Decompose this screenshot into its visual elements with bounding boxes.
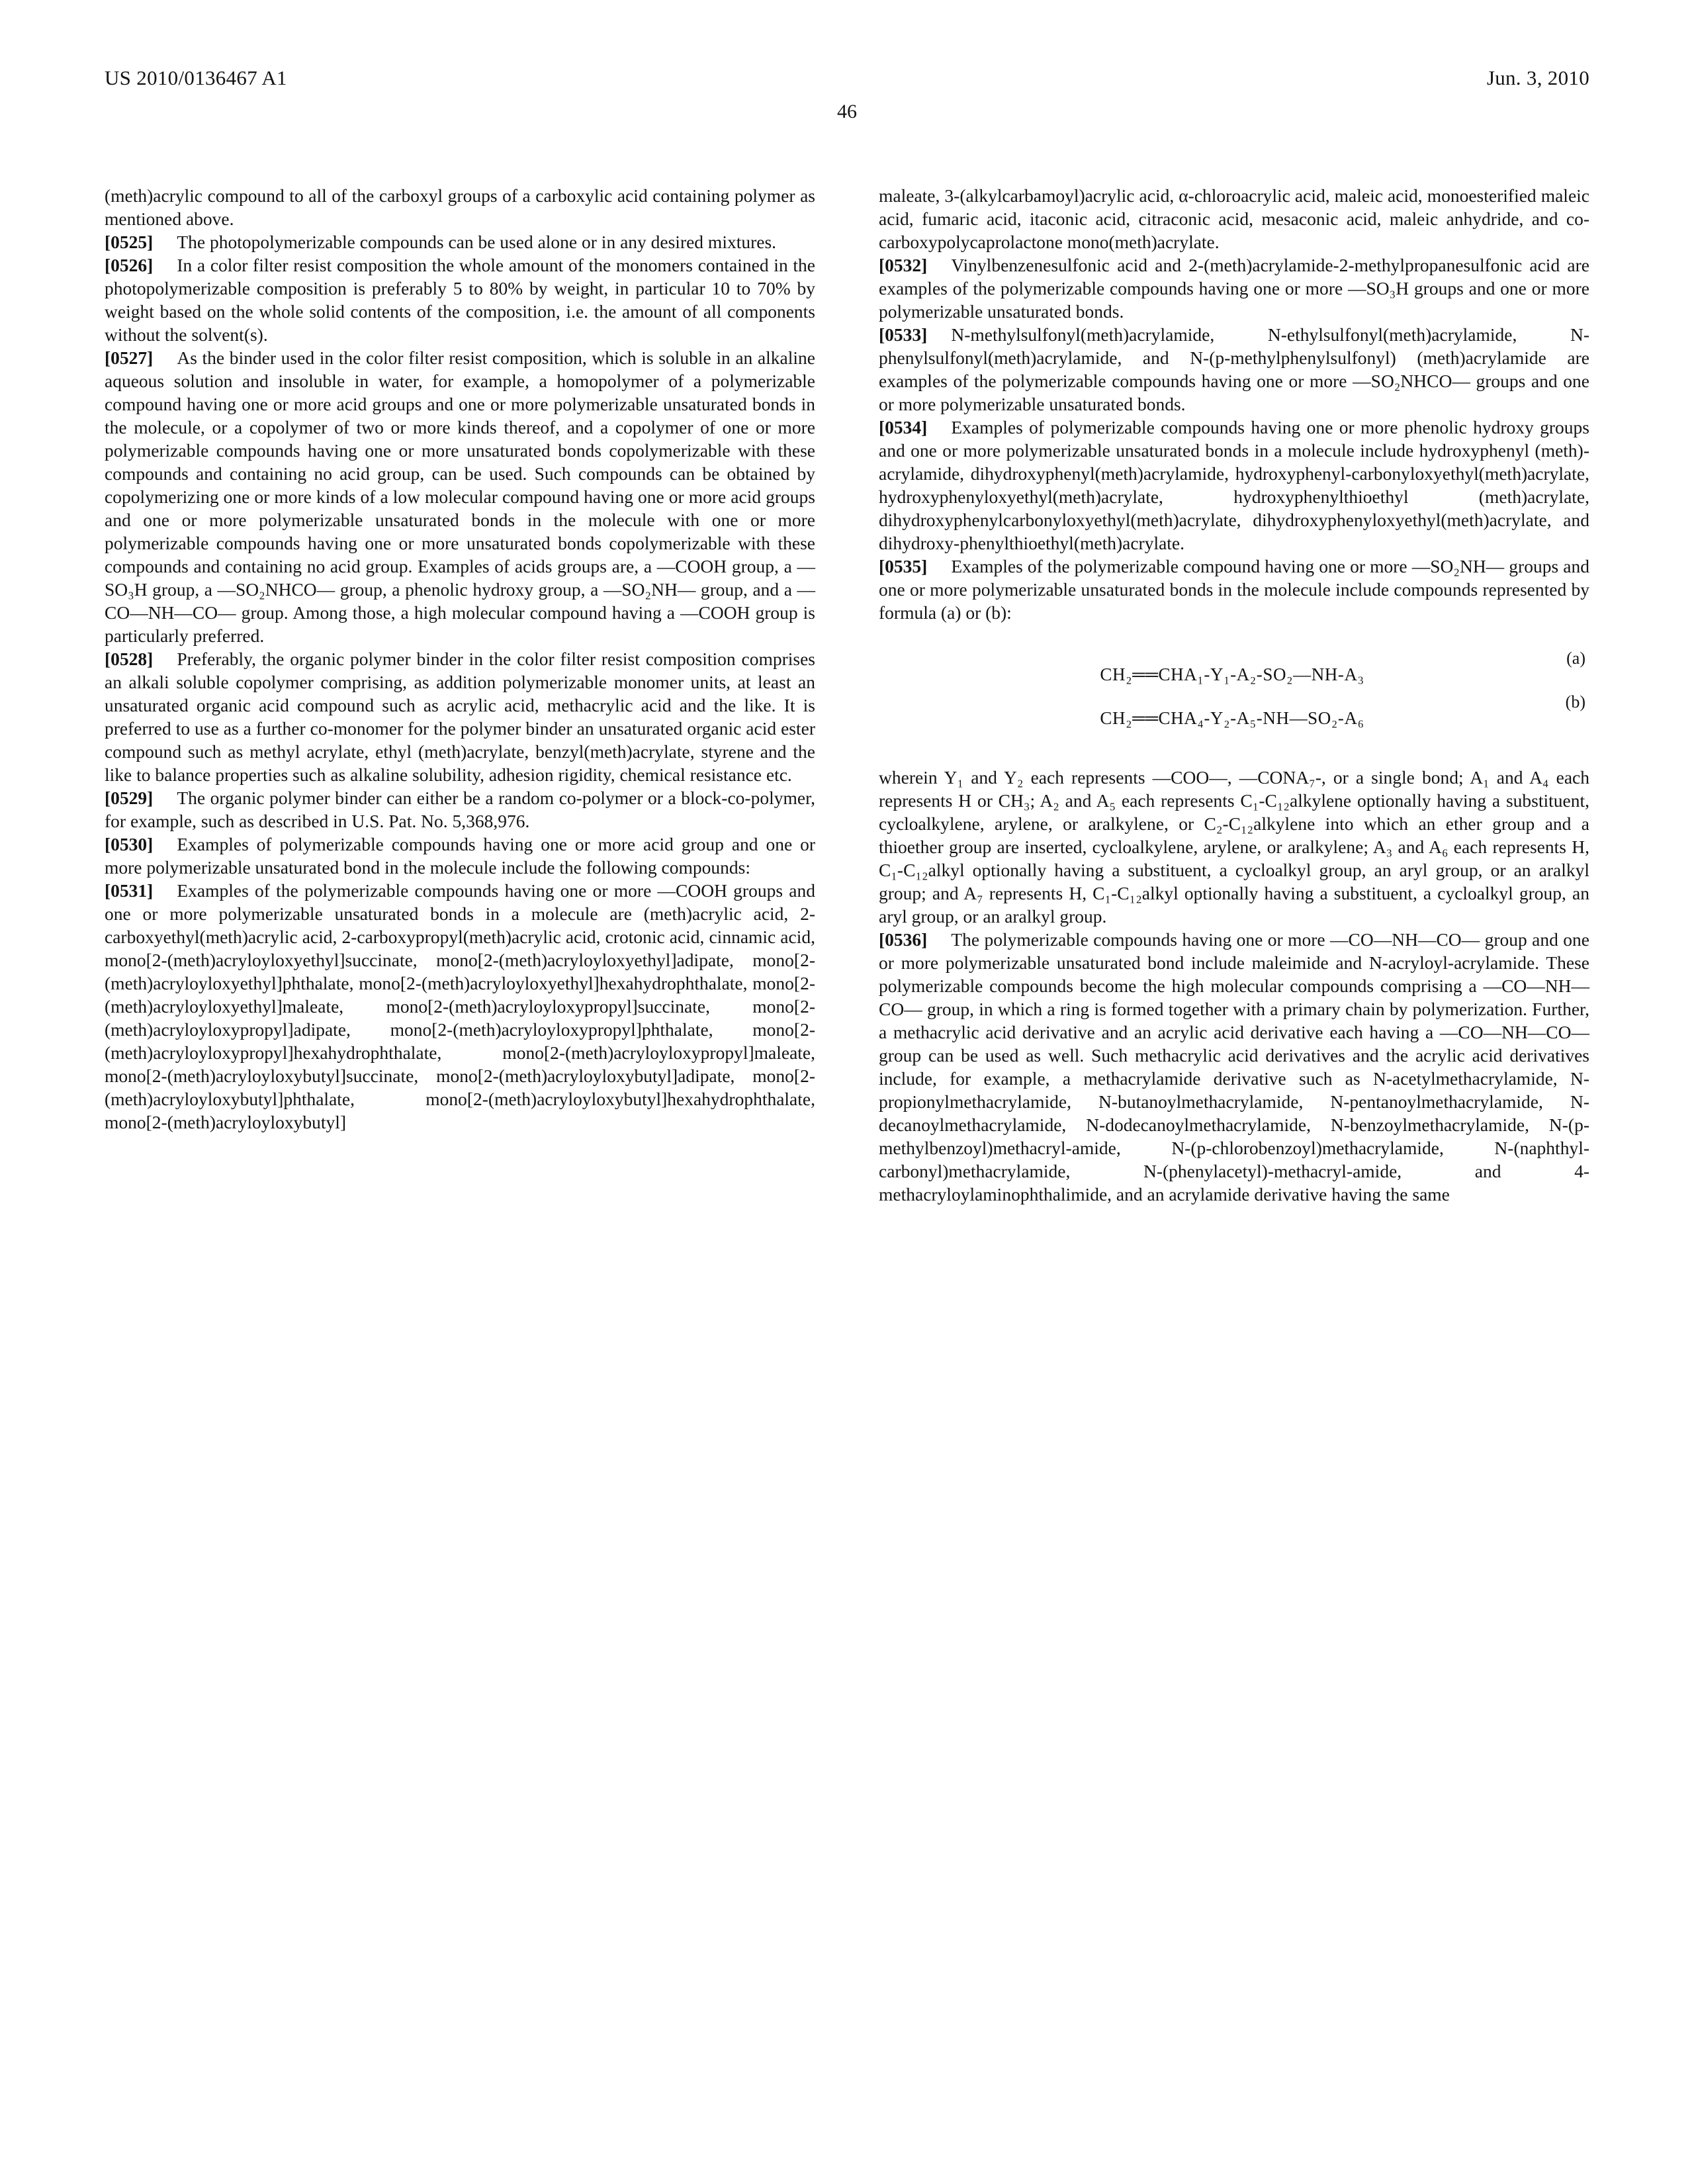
- formula-row-a: [879, 649, 1585, 686]
- paragraph-text: maleate, 3-(alkylcarbamoyl)acrylic acid, α-chloroacrylic acid, maleic acid, monoesterified maleic acid, fumaric acid, itaconic acid, citraconic acid, mesaconic acid, maleic anhydride, and co-carboxypolycaprolactone mono(meth)acrylate.: [879, 185, 1589, 252]
- paragraph-tag: [0525]: [105, 232, 154, 252]
- paragraph-tag: [0535]: [879, 556, 928, 576]
- paragraph-text: Examples of polymerizable compounds having one or more acid group and one or more polymerizable unsaturated bond in the molecule include the following compounds:: [105, 834, 815, 878]
- formula-b: CH₂══CHA₄-Y₂-A₅-NH—SO₂-A₆: [1100, 708, 1364, 728]
- paragraph-tag: [0532]: [879, 255, 928, 275]
- paragraph: [879, 416, 1589, 555]
- left-column: [105, 184, 815, 1206]
- paragraph: [879, 184, 1589, 253]
- paragraph-text: Preferably, the organic polymer binder in the color filter resist composition comprises an alkali soluble copolymer comprising, as addition polymerizable monomer units, at least an unsaturated organic acid compound such as acrylic acid, methacrylic acid and the like. It is preferred to use as a further co-monomer for the polymer binder an unsaturated organic acid ester compound such as methyl acrylate, ethyl (meth)acrylate, benzyl(meth)acrylate, styrene and the like to balance properties such as alkaline solubility, adhesion rigidity, chemical resistance etc.: [105, 649, 815, 785]
- paragraph-tag: [0533]: [879, 324, 928, 345]
- paragraph-text: (meth)acrylic compound to all of the carboxyl groups of a carboxylic acid containing polymer as mentioned above.: [105, 185, 815, 229]
- paragraph: [879, 323, 1589, 416]
- paragraph-text: The organic polymer binder can either be a random co-polymer or a block-co-polymer, for example, such as described in U.S. Pat. No. 5,368,976.: [105, 788, 815, 831]
- paragraph-text: The polymerizable compounds having one or more —CO—NH—CO— group and one or more polymerizable unsaturated bond include maleimide and N-acryloyl-acrylamide. These polymerizable compounds become the high molecular compounds comprising a —CO—NH—CO— group, in which a ring is formed together with a primary chain by polymerization. Further, a methacrylic acid derivative and an acrylic acid derivative each having a —CO—NH—CO— group can be used as well. Such methacrylic acid derivatives and the acrylic acid derivatives include, for example, a methacrylamide derivative such as N-acetylmethacrylamide, N-propionylmethacrylamide, N-butanoylmethacrylamide, N-pentanoylmethacrylamide, N-decanoylmethacrylamide, N-dodecanoylmethacrylamide, N-benzoylmethacrylamide, N-(p-methylbenzoyl)methacryl-amide, N-(p-chlorobenzoyl)methacrylamide, N-(naphthyl-carbonyl)methacrylamide, N-(phenylacetyl)-methacryl-amide, and 4-methacryloylaminophthalimide, and an acrylamide derivative having the same: [879, 929, 1589, 1205]
- paragraph: [879, 555, 1589, 624]
- paragraph-tag: [0526]: [105, 255, 154, 275]
- paragraph-tag: [0529]: [105, 788, 154, 808]
- paragraph-text: As the binder used in the color filter resist composition, which is soluble in an alkaline aqueous solution and insoluble in water, for example, a homopolymer of a polymerizable compound having one or more acid groups and one or more polymerizable unsaturated bonds in the molecule, or a copolymer of two or more kinds thereof, and a copolymer of one or more polymerizable compounds having one or more unsaturated bonds copolymerizable with these compounds and containing no acid group, can be used. Such compounds can be obtained by copolymerizing one or more kinds of a low molecular compound having one or more acid groups and one or more polymerizable unsaturated bonds in the molecule with one or more polymerizable compounds having one or more unsaturated bonds copolymerizable with these compounds and containing no acid group. Examples of acids groups are, a —COOH group, a —SO₃H group, a —SO₂NHCO— group, a phenolic hydroxy group, a —SO₂NH— group, and a —CO—NH—CO— group. Among those, a high molecular compound having a —COOH group is particularly preferred.: [105, 347, 815, 646]
- paragraph: [105, 184, 815, 230]
- paragraph: [879, 253, 1589, 323]
- formula-block: [879, 649, 1589, 730]
- paragraph-text: The photopolymerizable compounds can be used alone or in any desired mixtures.: [177, 232, 777, 252]
- paragraph-text: Examples of the polymerizable compounds having one or more —COOH groups and one or more polymerizable unsaturated bonds in a molecule are (meth)acrylic acid, 2-carboxyethyl(meth)acrylic acid, 2-carboxypropyl(meth)acrylic acid, crotonic acid, cinnamic acid, mono[2-(meth)acryloyloxyethyl]succinate, mono[2-(meth)acryloyloxyethyl]adipate, mono[2-(meth)acryloyloxyethyl]phthalate, mono[2-(meth)acryloyloxyethyl]hexahydrophthalate, mono[2-(meth)acryloyloxyethyl]maleate, mono[2-(meth)acryloyloxypropyl]succinate, mono[2-(meth)acryloyloxypropyl]adipate, mono[2-(meth)acryloyloxypropyl]phthalate, mono[2-(meth)acryloyloxypropyl]hexahydrophthalate, mono[2-(meth)acryloyloxypropyl]maleate, mono[2-(meth)acryloyloxybutyl]succinate, mono[2-(meth)acryloyloxybutyl]adipate, mono[2-(meth)acryloyloxybutyl]phthalate, mono[2-(meth)acryloyloxybutyl]hexahydrophthalate, mono[2-(meth)acryloyloxybutyl]: [105, 880, 815, 1132]
- paragraph: [105, 879, 815, 1134]
- paragraph-tag: [0536]: [879, 929, 928, 950]
- paragraph-text: Examples of the polymerizable compound having one or more —SO₂NH— groups and one or more polymerizable unsaturated bonds in the molecule include compounds represented by formula (a) or (b):: [879, 556, 1589, 623]
- paragraph-tag: [0534]: [879, 417, 928, 437]
- paragraph: [879, 928, 1589, 1206]
- paragraph-tag: [0531]: [105, 880, 154, 901]
- paragraph-text: In a color filter resist composition the whole amount of the monomers contained in the photopolymerizable composition is preferably 5 to 80% by weight, in particular 10 to 70% by weight based on the whole solid contents of the composition, i.e. the amount of all components without the solvent(s).: [105, 255, 815, 345]
- paragraph: [105, 253, 815, 346]
- paragraph-tag: [0527]: [105, 347, 154, 368]
- paragraph: [105, 786, 815, 833]
- paragraph-text: wherein Y₁ and Y₂ each represents —COO—, —CONA₇-, or a single bond; A₁ and A₄ each represents H or CH₃; A₂ and A₅ each represents C₁-C₁₂alkylene optionally having a substituent, cycloalkylene, arylene, or aralkylene, or C₂-C₁₂alkylene into which an ether group and a thioether group are inserted, cycloalkylene, arylene, or aralkylene; A₃ and A₆ each represents H, C₁-C₁₂alkyl optionally having a substituent, a cycloalkyl group, an aryl group, or an aralkyl group; and A₇ represents H, C₁-C₁₂alkyl optionally having a substituent, a cycloalkyl group, an aryl group, or an aralkyl group.: [879, 767, 1589, 927]
- paragraph: [879, 766, 1589, 928]
- formula-a: CH₂══CHA₁-Y₁-A₂-SO₂—NH-A₃: [1100, 664, 1364, 684]
- paragraph: [105, 647, 815, 786]
- paragraph-tag: [0530]: [105, 834, 154, 854]
- paragraph-text: N-methylsulfonyl(meth)acrylamide, N-ethylsulfonyl(meth)acrylamide, N-phenylsulfonyl(meth)acrylamide, and N-(p-methylphenylsulfonyl) (meth)acrylamide are examples of the polymerizable compounds having one or more —SO₂NHCO— groups and one or more polymerizable unsaturated bonds.: [879, 324, 1589, 414]
- paragraph-tag: [0528]: [105, 649, 154, 669]
- publication-date: Jun. 3, 2010: [1486, 66, 1589, 89]
- text-columns: [105, 184, 1589, 1206]
- paragraph-text: Vinylbenzenesulfonic acid and 2-(meth)acrylamide-2-methylpropanesulfonic acid are examples of the polymerizable compounds having one or more —SO₃H groups and one or more polymerizable unsaturated bonds.: [879, 255, 1589, 322]
- formula-label-b: (b): [1565, 692, 1585, 711]
- paragraph: [105, 230, 815, 253]
- patent-number: US 2010/0136467 A1: [105, 66, 287, 89]
- formula-label-a: (a): [1566, 649, 1585, 668]
- formula-row-b: [879, 692, 1585, 730]
- page-header: [105, 66, 1589, 90]
- paragraph-text: Examples of polymerizable compounds having one or more phenolic hydroxy groups and one or more polymerizable unsaturated bonds in a molecule include hydroxyphenyl (meth)-acrylamide, dihydroxyphenyl(meth)acrylamide, hydroxyphenyl-carbonyloxyethyl(meth)acrylate, hydroxyphenyloxyethyl(meth)acrylate, hydroxyphenylthioethyl (meth)acrylate, dihydroxyphenylcarbonyloxyethyl(meth)acrylate, dihydroxyphenyloxyethyl(meth)acrylate, and dihydroxy-phenylthioethyl(meth)acrylate.: [879, 417, 1589, 553]
- paragraph: [105, 833, 815, 879]
- right-column: [879, 184, 1589, 1206]
- paragraph: [105, 346, 815, 647]
- page-number: 46: [837, 101, 857, 122]
